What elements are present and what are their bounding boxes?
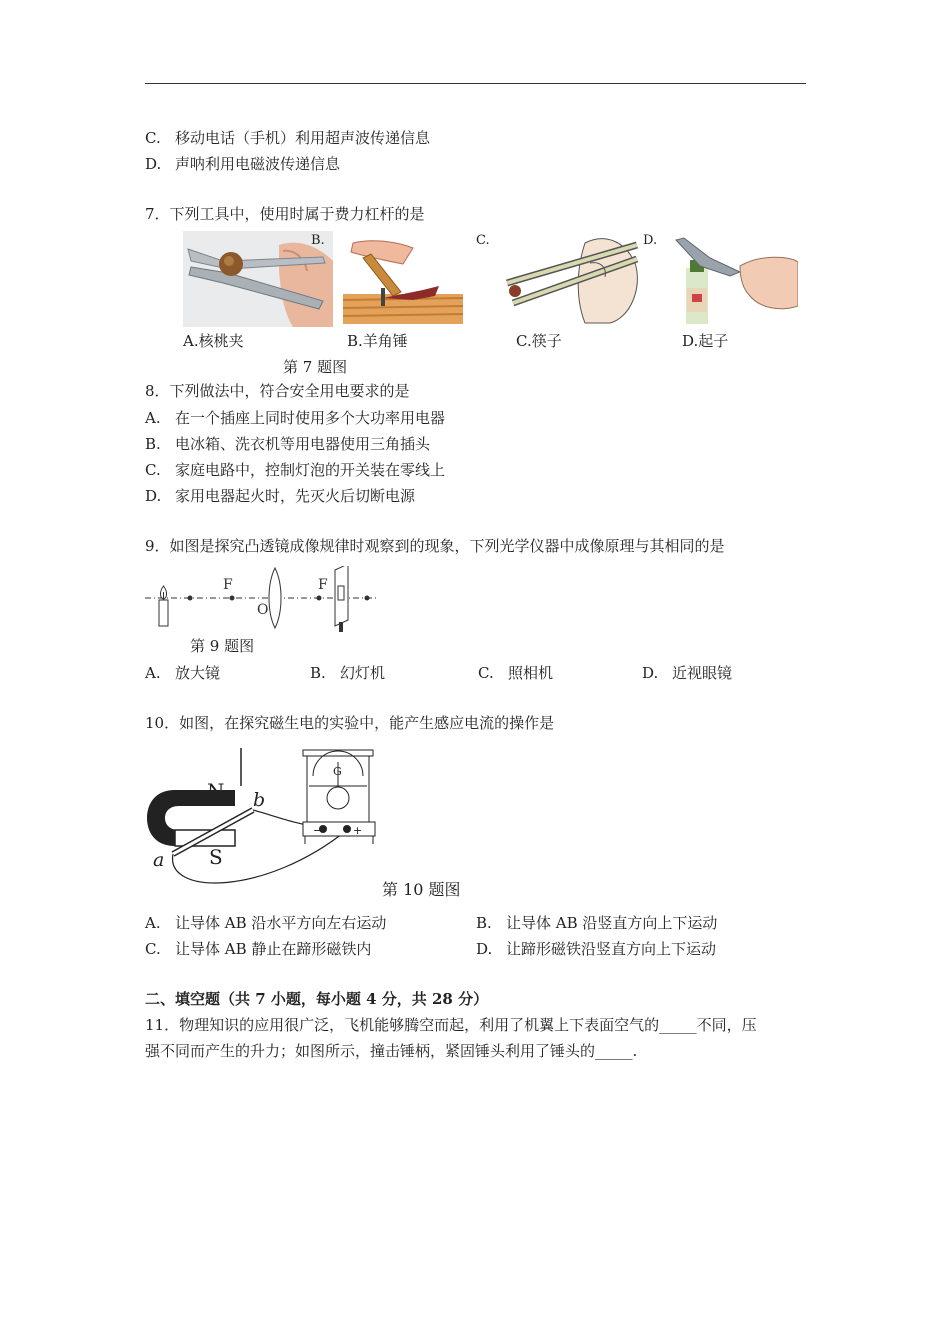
q9-option-b [310, 662, 385, 684]
q10-option-c [145, 938, 371, 960]
option-d-q6 [145, 153, 340, 175]
q8-option-c [145, 459, 445, 481]
option-text: 电冰箱、洗衣机等用电器使用三角插头 [175, 435, 431, 453]
option-text: 照相机 [508, 664, 554, 682]
figure-caption-q10: 第 10 题图 [382, 880, 461, 899]
terminal-plus: + [353, 824, 363, 837]
option-text: 让导体 AB 沿水平方向左右运动 [175, 914, 387, 932]
focal-label-left: F [223, 577, 233, 593]
q11-line-2: 强不同而产生的升力；如图所示，撞击锤柄，紧固锤头利用了锤头的_____. [145, 1042, 638, 1060]
option-label: A. [145, 409, 161, 427]
option-text: 家用电器起火时，先灭火后切断电源 [175, 487, 416, 505]
q9-stem: 9．如图是探究凸透镜成像规律时观察到的现象，下列光学仪器中成像原理与其相同的是 [145, 537, 725, 555]
conductor-end-b: b [253, 789, 266, 811]
q8-stem: 8．下列做法中，符合安全用电要求的是 [145, 382, 410, 400]
section-title: 二、填空题（共 7 小题，每小题 4 分，共 28 分） [145, 990, 489, 1008]
option-c-q6 [145, 127, 430, 149]
convex-lens-diagram [145, 566, 380, 636]
figure-tag-c: C. [476, 233, 490, 248]
figure-tag-d: D. [643, 233, 658, 248]
option-label: B. [145, 435, 161, 453]
option-text: 声呐利用电磁波传递信息 [175, 155, 341, 173]
optical-center-label: O [257, 602, 269, 618]
galvanometer-g-label: G [333, 765, 342, 778]
q7-stem: 7．下列工具中，使用时属于费力杠杆的是 [145, 205, 425, 223]
option-label: A. [145, 664, 161, 682]
option-label: A. [145, 914, 161, 932]
q9-option-d [642, 662, 732, 684]
focal-label-right: F [318, 577, 328, 593]
chopsticks-image [505, 233, 643, 325]
induction-experiment-diagram [145, 746, 385, 898]
bottle-opener-image [670, 236, 798, 324]
option-label: D. [145, 155, 162, 173]
option-text: 家庭电路中，控制灯泡的开关装在零线上 [175, 461, 446, 479]
q8-option-d [145, 485, 415, 507]
caption-hammer: B.羊角锤 [347, 332, 408, 350]
figure-caption-q9: 第 9 题图 [190, 637, 255, 655]
option-label: B. [310, 664, 326, 682]
figure-caption-q7: 第 7 题图 [283, 358, 348, 376]
option-text: 近视眼镜 [672, 664, 733, 682]
q8-option-b [145, 433, 430, 455]
south-pole-label: S [209, 845, 223, 869]
header-rule [145, 83, 806, 84]
option-text: 让导体 AB 静止在蹄形磁铁内 [175, 940, 372, 958]
q9-option-c [478, 662, 553, 684]
option-text: 移动电话（手机）利用超声波传递信息 [175, 129, 431, 147]
terminal-minus: − [313, 824, 323, 837]
caption-nutcracker: A.核桃夹 [183, 332, 244, 350]
option-text: 在一个插座上同时使用多个大功率用电器 [175, 409, 446, 427]
option-label: C. [145, 129, 161, 147]
caption-opener: D.起子 [682, 332, 729, 350]
q10-option-d [476, 938, 716, 960]
option-label: B. [476, 914, 492, 932]
conductor-end-a: a [153, 849, 165, 871]
option-text: 放大镜 [175, 664, 221, 682]
option-label: D. [145, 487, 162, 505]
q9-option-a [145, 662, 220, 684]
q10-option-b [476, 912, 717, 934]
option-label: C. [145, 461, 161, 479]
caption-chopsticks: C.筷子 [516, 332, 562, 350]
option-text: 让导体 AB 沿竖直方向上下运动 [506, 914, 718, 932]
figure-tag-b: B. [311, 233, 325, 248]
option-label: C. [145, 940, 161, 958]
option-text: 让蹄形磁铁沿竖直方向上下运动 [506, 940, 717, 958]
option-label: D. [642, 664, 659, 682]
q11-line-1: 11．物理知识的应用很广泛，飞机能够腾空而起，利用了机翼上下表面空气的_____不同，压 [145, 1016, 757, 1034]
claw-hammer-image [343, 238, 463, 324]
q10-option-a [145, 912, 386, 934]
option-label: C. [478, 664, 494, 682]
north-pole-label: N [207, 779, 225, 803]
q10-stem: 10．如图，在探究磁生电的实验中，能产生感应电流的操作是 [145, 714, 555, 732]
option-label: D. [476, 940, 493, 958]
option-text: 幻灯机 [340, 664, 386, 682]
q8-option-a [145, 407, 445, 429]
